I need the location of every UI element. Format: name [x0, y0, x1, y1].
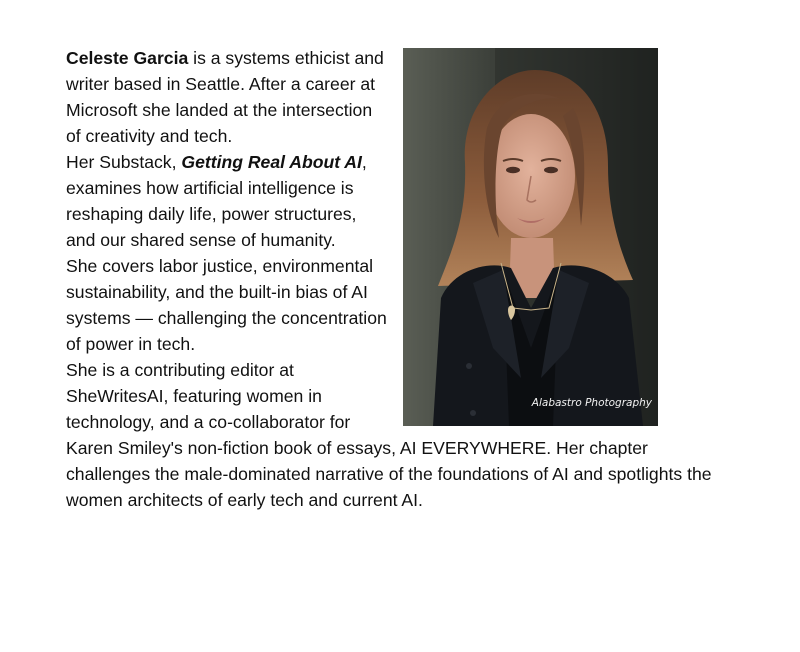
author-photo	[403, 48, 658, 426]
photo-credit: Alabastro Photography	[531, 397, 652, 409]
substack-suffix: , examines how artificial intelligence is reshaping daily life, power structures, and our shared sense of humanity.	[66, 152, 367, 250]
portrait-illustration	[403, 48, 658, 426]
bio-intro-text: is a systems ethicist and writer based in Seattle. After a career at Microsoft she landed at the intersection of creativity and tech.	[66, 48, 384, 146]
author-name: Celeste Garcia	[66, 48, 189, 68]
bio-coverage-paragraph: She covers labor justice, environmental sustainability, and the built-in bias of AI systems — challenging the concentration of power in tech.	[66, 256, 387, 354]
bio-contributions-paragraph: She is a contributing editor at SheWritesAI, featuring women in technology, and a co-collaborator for Karen Smiley's non-fiction book of essays, AI EVERYWHERE. Her chapter challenges the male-dominated narrative of the foundations of AI and spotlights the women architects of early tech and current AI.	[66, 360, 712, 510]
substack-title: Getting Real About AI	[181, 152, 362, 172]
substack-prefix: Her Substack,	[66, 152, 182, 172]
author-bio	[66, 45, 716, 513]
